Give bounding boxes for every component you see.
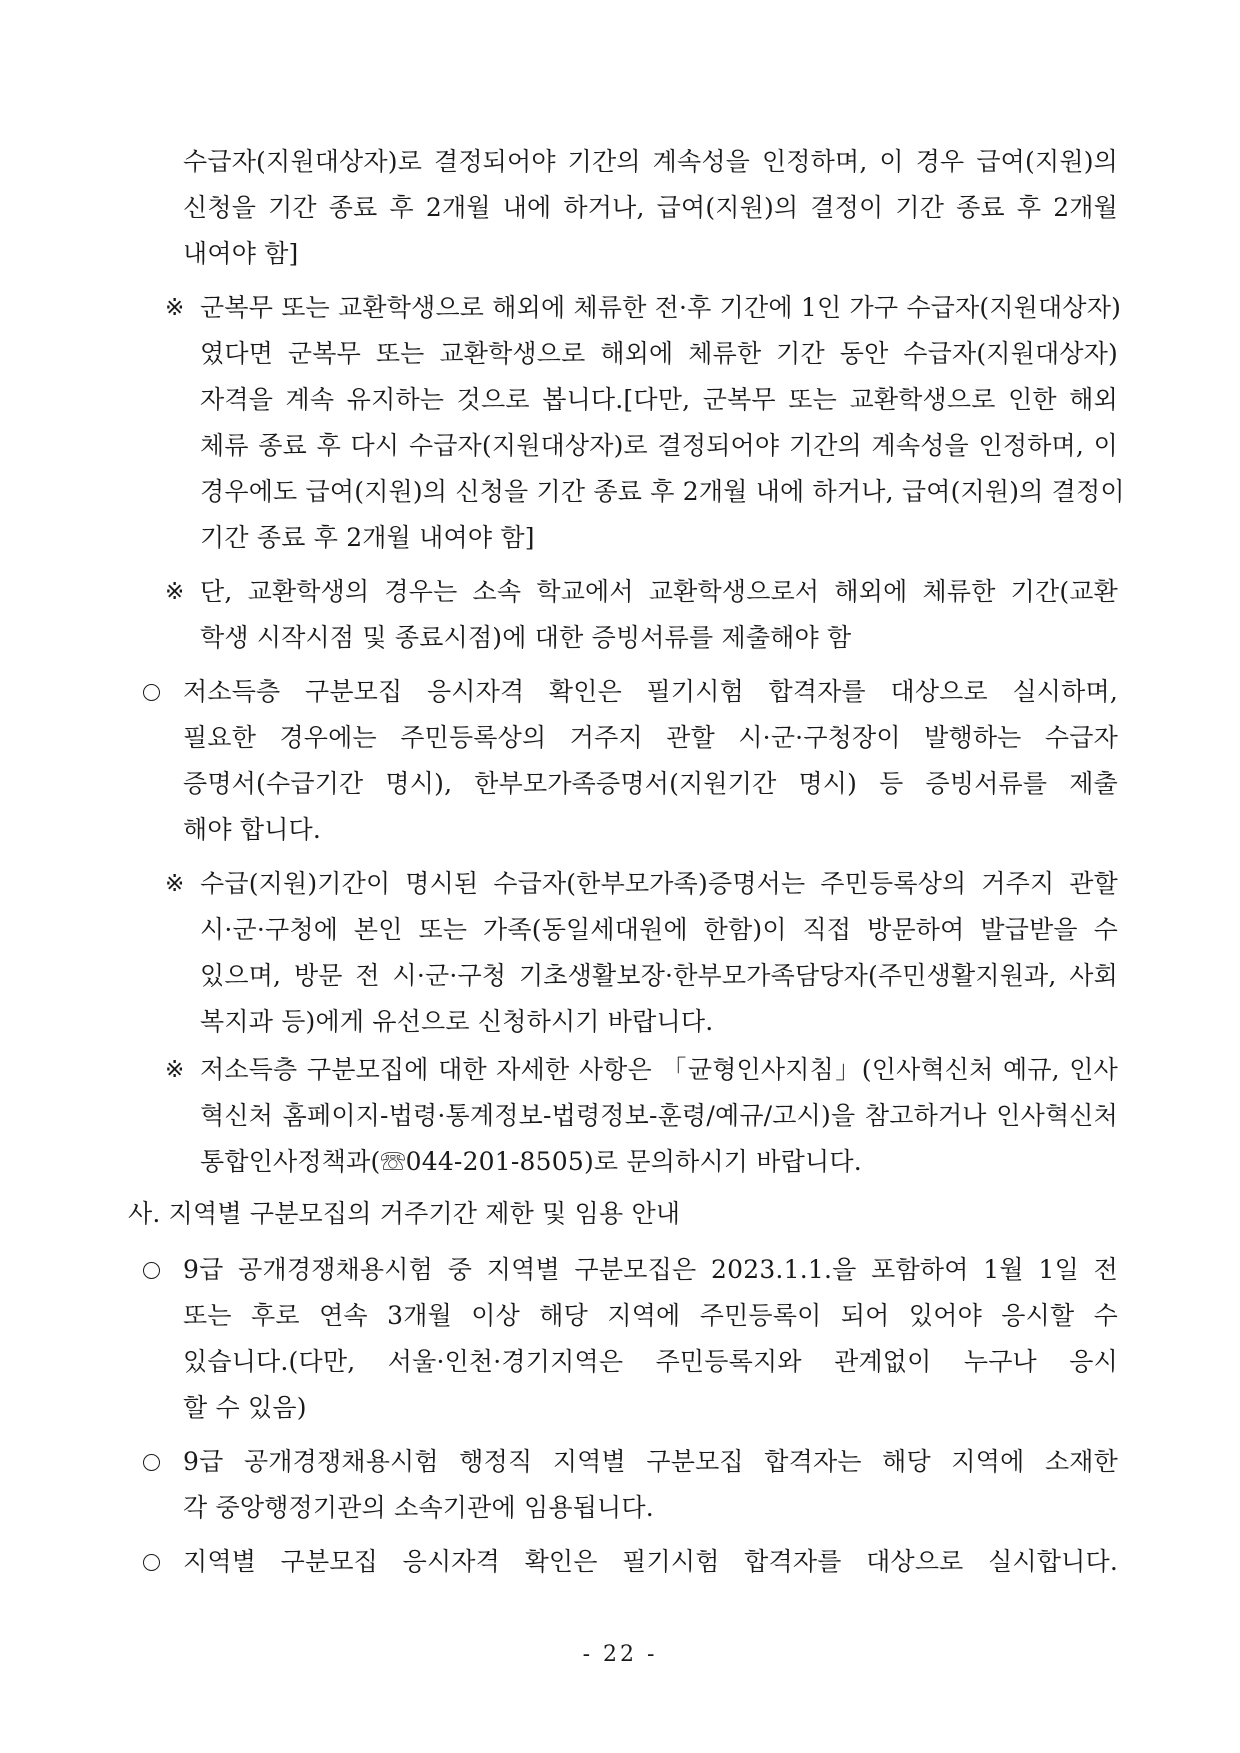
text-line: 혁신처 홈페이지-법령·통계정보-법령정보-훈령/예규/고시)을 참고하거나 인사혁신처 <box>200 1101 1118 1130</box>
text-line: 9급 공개경쟁채용시험 중 지역별 구분모집은 2023.1.1.을 포함하여 1월 1일 전 <box>183 1255 1118 1284</box>
text-line: 였다면 군복무 또는 교환학생으로 해외에 체류한 기간 동안 수급자(지원대상자) <box>200 339 1118 368</box>
section-heading: 사. 지역별 구분모집의 거주기간 제한 및 임용 안내 <box>128 1199 681 1228</box>
text-line: 필요한 경우에는 주민등록상의 거주지 관할 시·군·구청장이 발행하는 수급자 <box>183 723 1118 752</box>
text-line: 있으며, 방문 전 시·군·구청 기초생활보장·한부모가족담당자(주민생활지원과, 사회 <box>200 961 1118 990</box>
text-line: 내여야 함] <box>183 239 299 268</box>
text-line: 기간 종료 후 2개월 내여야 함] <box>200 523 535 552</box>
text-line: 지역별 구분모집 응시자격 확인은 필기시험 합격자를 대상으로 실시합니다. <box>183 1547 1118 1576</box>
text-line: 경우에도 급여(지원)의 신청을 기간 종료 후 2개월 내에 하거나, 급여(지원)의 결정이 <box>200 477 1125 506</box>
text-line: 각 중앙행정기관의 소속기관에 임용됩니다. <box>183 1493 654 1522</box>
circle-bullet-icon <box>143 1262 160 1279</box>
text-line: 자격을 계속 유지하는 것으로 봅니다.[다만, 군복무 또는 교환학생으로 인한 해외 <box>200 385 1118 414</box>
text-line: 신청을 기간 종료 후 2개월 내에 하거나, 급여(지원)의 결정이 기간 종료 후 2개월 <box>183 193 1118 222</box>
text-line: 수급(지원)기간이 명시된 수급자(한부모가족)증명서는 주민등록상의 거주지 관할 <box>200 869 1118 898</box>
text-line: 단, 교환학생의 경우는 소속 학교에서 교환학생으로서 해외에 체류한 기간(교환 <box>200 577 1118 606</box>
text-line: 증명서(수급기간 명시), 한부모가족증명서(지원기간 명시) 등 증빙서류를 제출 <box>183 769 1118 798</box>
circle-bullet-icon <box>143 1454 160 1471</box>
text-line: 있습니다.(다만, 서울·인천·경기지역은 주민등록지와 관계없이 누구나 응시 <box>183 1347 1118 1376</box>
reference-mark-icon: ※ <box>165 295 185 321</box>
text-line: 군복무 또는 교환학생으로 해외에 체류한 전·후 기간에 1인 가구 수급자(지원대상자) <box>200 293 1122 322</box>
text-line: 저소득층 구분모집 응시자격 확인은 필기시험 합격자를 대상으로 실시하며, <box>183 677 1118 706</box>
text-line: 저소득층 구분모집에 대한 자세한 사항은 「균형인사지침」(인사혁신처 예규, 인사 <box>200 1055 1118 1084</box>
text-line: 해야 합니다. <box>183 815 322 844</box>
text-line: 통합인사정책과(☏044-201-8505)로 문의하시기 바랍니다. <box>200 1147 862 1176</box>
reference-mark-icon: ※ <box>165 579 185 605</box>
text-line: 체류 종료 후 다시 수급자(지원대상자)로 결정되어야 기간의 계속성을 인정하며, 이 <box>200 431 1118 460</box>
text-line: 학생 시작시점 및 종료시점)에 대한 증빙서류를 제출해야 함 <box>200 623 852 652</box>
reference-mark-icon: ※ <box>165 871 185 897</box>
text-line: 9급 공개경쟁채용시험 행정직 지역별 구분모집 합격자는 해당 지역에 소재한 <box>183 1447 1118 1476</box>
page-number: - 22 - <box>582 1642 658 1667</box>
reference-mark-icon: ※ <box>165 1057 185 1083</box>
text-line: 수급자(지원대상자)로 결정되어야 기간의 계속성을 인정하며, 이 경우 급여(지원)의 <box>183 147 1118 176</box>
circle-bullet-icon <box>143 684 160 701</box>
text-line: 또는 후로 연속 3개월 이상 해당 지역에 주민등록이 되어 있어야 응시할 수 <box>183 1301 1118 1330</box>
text-line: 할 수 있음) <box>183 1393 307 1422</box>
text-line: 시·군·구청에 본인 또는 가족(동일세대원에 한함)이 직접 방문하여 발급받을 수 <box>200 915 1118 944</box>
circle-bullet-icon <box>143 1554 160 1571</box>
text-line: 복지과 등)에게 유선으로 신청하시기 바랍니다. <box>200 1007 714 1036</box>
